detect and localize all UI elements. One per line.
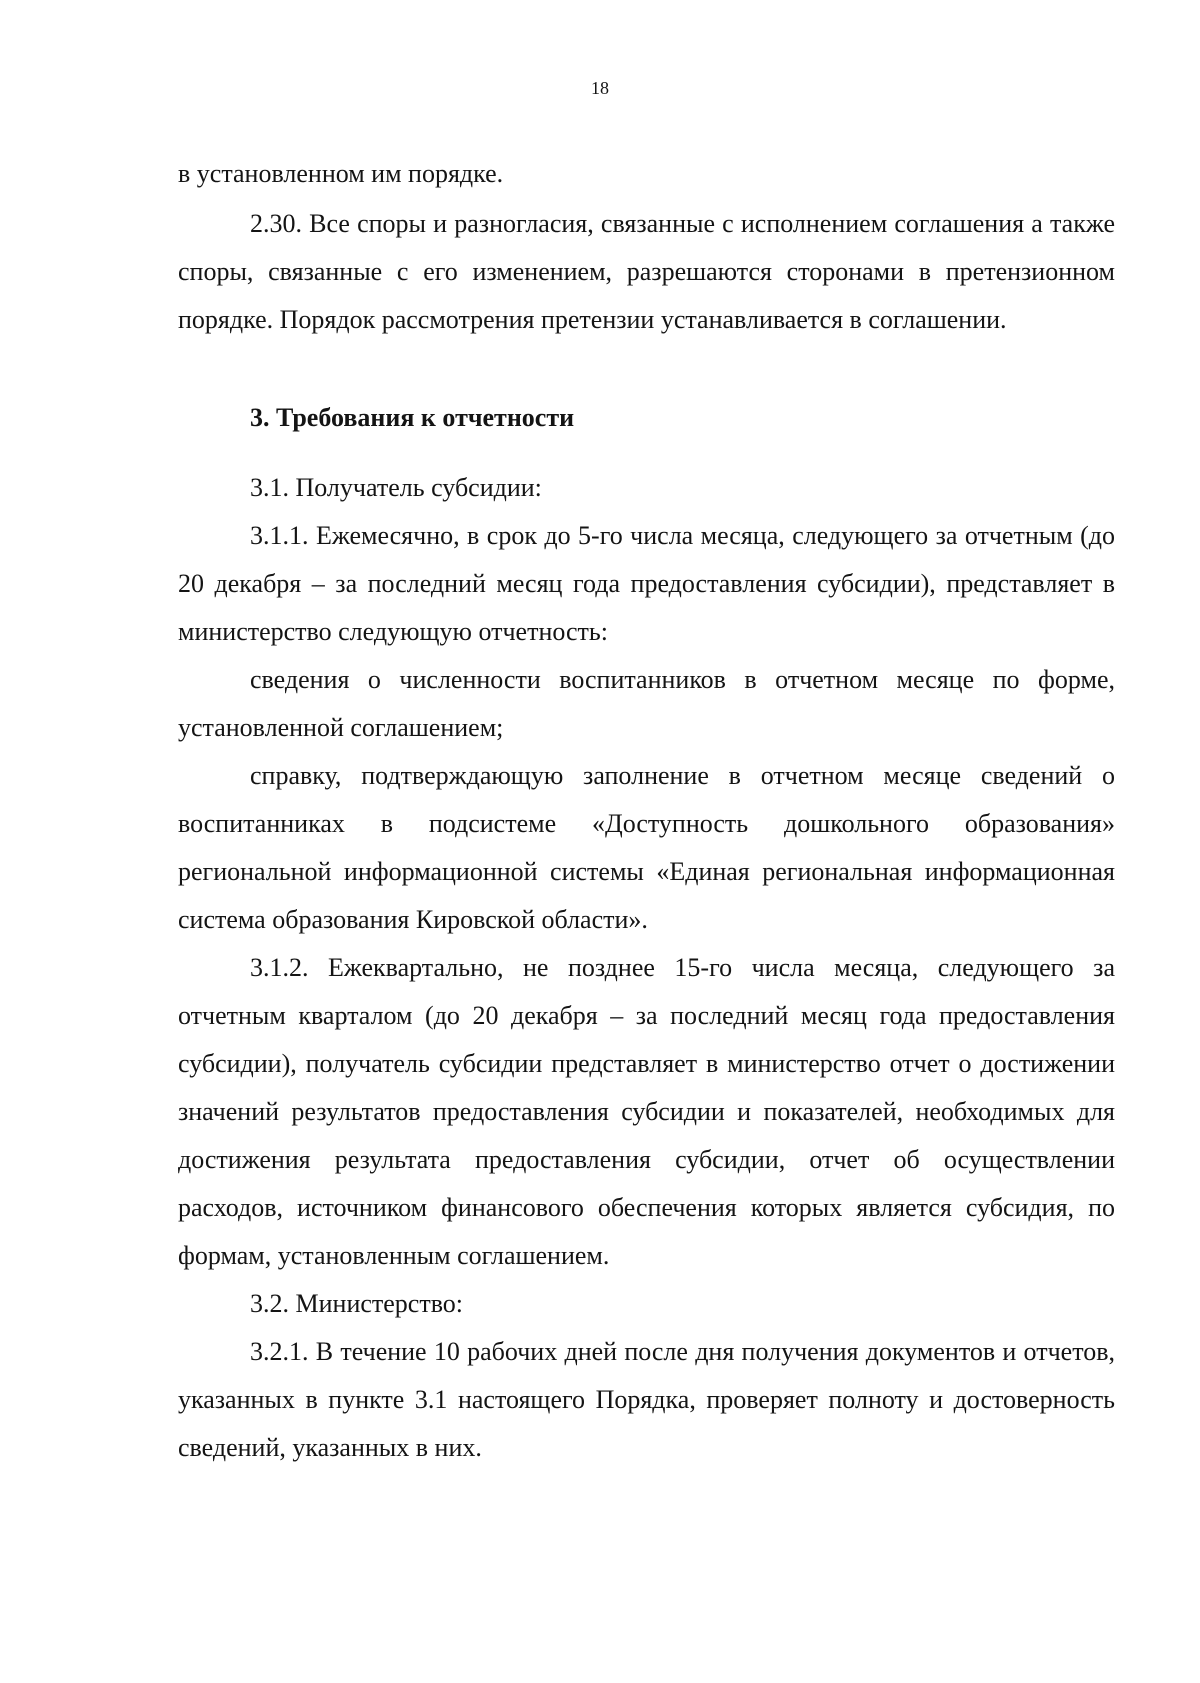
paragraph-2-30: 2.30. Все споры и разногласия, связанные с исполнением соглашения а также споры, связанные с его изменением, разрешаются сторонами в претензионном порядке. Порядок рассмотрения претензии устанавливается в соглашении. — [178, 209, 1115, 334]
paragraph-3-1-1: 3.1.1. Ежемесячно, в срок до 5-го числа месяца, следующего за отчетным (до 20 декабря – за последний месяц года предоставления субсидии), представляет в министерство следующую отчетность: — [178, 521, 1115, 646]
paragraph-3-2: 3.2. Министерство: — [250, 1289, 464, 1318]
document-body — [178, 150, 1115, 1472]
paragraph-3-2-1: 3.2.1. В течение 10 рабочих дней после дня получения документов и отчетов, указанных в пункте 3.1 настоящего Порядка, проверяет полноту и достоверность сведений, указанных в них. — [178, 1337, 1115, 1462]
paragraph-3-1: 3.1. Получатель субсидии: — [250, 473, 542, 502]
paragraph-report-item-2: справку, подтверждающую заполнение в отчетном месяце сведений о воспитанниках в подсистеме «Доступность дошкольного образования» региональной информационной системы «Единая региональная информационная система образования Кировской области». — [178, 761, 1115, 934]
paragraph-3-1-2: 3.1.2. Ежеквартально, не позднее 15-го числа месяца, следующего за отчетным кварталом (до 20 декабря – за последний месяц года предоставления субсидии), получатель субсидии представляет в министерство отчет о достижении значений результатов предоставления субсидии и показателей, необходимых для достижения результата предоставления субсидии, отчет об осуществлении расходов, источником финансового обеспечения которых является субсидия, по формам, установленным соглашением. — [178, 953, 1115, 1270]
paragraph-report-item-1: сведения о численности воспитанников в отчетном месяце по форме, установленной соглашением; — [178, 665, 1115, 742]
section-heading-3: 3. Требования к отчетности — [250, 403, 575, 432]
page-number: 18 — [591, 78, 609, 98]
paragraph-continuation: в установленном им порядке. — [178, 159, 504, 188]
